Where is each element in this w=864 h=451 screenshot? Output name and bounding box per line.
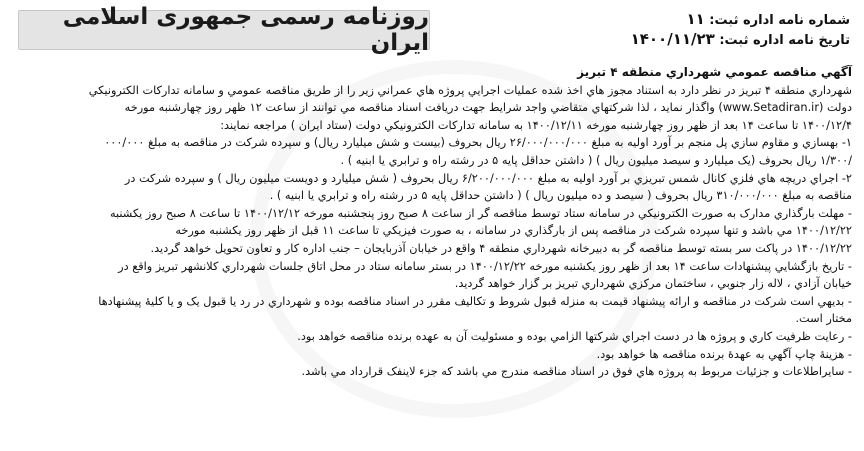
notice-line: - هزينۀ چاپ آگهي به عهدۀ برنده مناقصه ها خواهد بود. [596, 347, 852, 361]
notice-line: مناقصه به مبلغ ۳۱۰/۰۰۰/۰۰۰ ريال بحروف ( سيصد و ده ميليون ريال ) ( داشتن حداقل پايه ۵ در رشته راه و ترابري يا ابنيه ) . [269, 189, 852, 203]
notice-line: شهرداري منطقه ۴ تبريز در نظر دارد به استناد مجوز هاي اخذ شده عمليات اجرايي پروژه هاي عمراني زير را از طريق مناقصه عمومي و سامانه تدارکات الکترونيکي [88, 83, 852, 97]
registration-date-label: تاریخ نامه اداره ثبت: [719, 33, 850, 48]
notice-line: ۱۴۰۰/۱۲/۲۲ مي باشد و تنها سپرده شرکت در مناقصه پس از بارگذاري در سامانه ، به صورت فيزيکي تا ساعت ۱۱ قبل از ظهر روز يکشنبه مورخه [175, 224, 852, 238]
registration-number-row [631, 10, 850, 30]
notice-line: ۲- اجراي دريچه هاي فلزي کانال شمس تبريزي بر آورد اوليه به مبلغ ۶/۲۰۰/۰۰۰/۰۰۰ ريال بحروف ( شش ميليارد و دويست ميليون ريال ) و سپرده شرکت در [124, 171, 852, 185]
registration-date-row [631, 30, 850, 50]
notice-line: /۱/۳۰۰ ريال بحروف (يک ميليارد و سيصد ميليون ريال ) ( داشتن حداقل پايه ۵ در رشته راه و ترابري يا ابنيه ) . [340, 153, 852, 167]
registration-number-label: شماره نامه اداره ثبت: [709, 13, 850, 28]
gazette-title-banner [18, 4, 430, 56]
notice-line: - سايراطلاعات و جزئيات مربوط به پروژه هاي فوق در اسناد مناقصه مندرج مي باشد که جزء لاينفک قرارداد مي باشد. [301, 365, 852, 379]
notice-line: ۱- بهسازي و مقاوم سازي پل منجم بر آورد اوليه به مبلغ ۲۶/۰۰۰/۰۰۰/۰۰۰ ريال بحروف (بيست و شش ميليارد ريال) و سپرده شرکت در مناقصه به مبلغ ۰۰۰/۰۰۰ [104, 136, 852, 150]
notice-line: ۱۴۰۰/۱۲/۴ تا ساعت ۱۴ بعد از ظهر روز چهارشنبه مورخه ۱۴۰۰/۱۲/۱۱ به سامانه تدارکات الکترونيکي دولت (ستاد ايران ) مراجعه نمايند: [220, 118, 852, 132]
notice-line: - بديهي است شرکت در مناقصه و ارائه پيشنهاد قيمت به منزله قبول شروط و تکاليف مقرر در اسناد مناقصه بوده و شهرداري در رد يا قبول يک و يا کليۀ پيشنهادها [98, 294, 852, 308]
registration-number: ۱۱ [686, 10, 705, 28]
notice-line: خيابان آزادي ، لاله زار جنوبي ، ساختمان مرکزي شهرداري تبريز بر گزار خواهد گرديد. [454, 277, 852, 291]
notice-line: ۱۴۰۰/۱۲/۲۲ در پاکت سر بسته توسط مناقصه گر به دبيرخانه شهرداري منطقه ۴ واقع در خيابان آذربايجان – جنب اداره کار و تعاون تحويل خواهد گرديد. [150, 241, 852, 255]
notice-title: آگهي مناقصه عمومي شهرداري منطقه ۴ تبريز [577, 65, 852, 79]
notice-body [10, 64, 852, 381]
notice-line: دولت (www.Setadiran.ir) واگذار نمايد ، لذا شرکتهاي متقاضي واجد شرايط جهت دريافت اسناد مناقصه مي توانند از ساعت ۱۲ ظهر روز چهارشنبه مورخه [124, 101, 852, 115]
notice-line: - رعايت ظرفيت کاري و پروژه ها در دست اجراي شرکتها الزامي بوده و مسئوليت آن به عهده برنده مناقصه خواهد بود. [297, 329, 852, 343]
notice-line: - مهلت بارگذاري مدارک به صورت الکترونيکي در سامانه ستاد توسط مناقصه گر از ساعت ۸ صبح روز پنجشنبه مورخه ۱۴۰۰/۱۲/۱۲ تا ساعت ۸ صبح روز يکشنبه [109, 206, 852, 220]
registration-date: ۱۴۰۰/۱۱/۲۳ [630, 30, 715, 48]
gazette-header [10, 6, 854, 54]
notice-line: - تاريخ بازگشايي پيشنهادات ساعت ۱۴ بعد از ظهر روز يکشنبه مورخه ۱۴۰۰/۱۲/۲۲ در بستر سامانه ستاد در محل اتاق جلسات شهرداري کلانشهر تبريز واقع در [118, 259, 852, 273]
notice-line: مختار است. [795, 312, 852, 326]
gazette-title: روزنامه رسمی جمهوری اسلامی ایران [62, 4, 429, 56]
registration-info [631, 10, 850, 50]
